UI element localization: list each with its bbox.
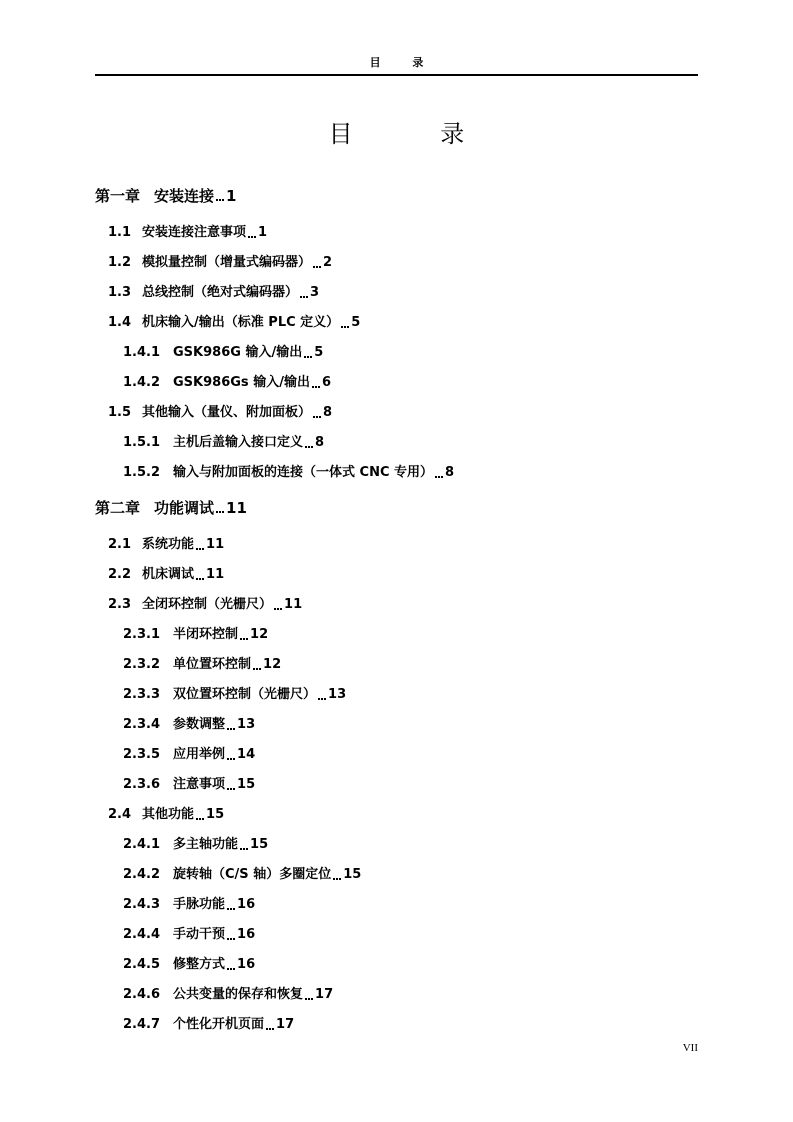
toc-title: 安装连接: [154, 187, 215, 205]
toc-page-number: 5: [314, 345, 324, 360]
toc-number: 2.4.2: [123, 867, 161, 882]
toc-number: 1.4.1: [123, 345, 161, 360]
toc-page-number: 14: [237, 747, 256, 762]
toc-page-number: 13: [237, 717, 256, 732]
toc-page-number: 8: [323, 405, 333, 420]
running-header: 目 录: [369, 56, 438, 69]
toc-number: 2.3.2: [123, 657, 161, 672]
toc-page-number: 11: [226, 499, 247, 517]
dot-leader: [216, 199, 224, 201]
toc-number: 1.4.2: [123, 375, 161, 390]
toc-number: 2.4.1: [123, 837, 161, 852]
toc-title: 半闭环控制: [173, 627, 239, 642]
toc-title: 公共变量的保存和恢复: [173, 987, 304, 1002]
page-number: VII: [682, 1042, 698, 1054]
dot-leader: [304, 356, 312, 358]
toc-page-number: 1: [226, 187, 237, 205]
toc-number: 2.4.3: [123, 897, 161, 912]
dot-leader: [318, 698, 326, 700]
toc-title: 输入与附加面板的连接（一体式 CNC 专用）: [173, 465, 434, 480]
toc-page-number: 12: [263, 657, 282, 672]
toc-title: 全闭环控制（光栅尺）: [142, 597, 273, 612]
toc-number: 2.4.7: [123, 1017, 161, 1032]
toc-page-number: 16: [237, 927, 256, 942]
toc-title: 注意事项: [173, 777, 226, 792]
dot-leader: [216, 511, 224, 513]
toc-number: 第一章: [95, 187, 141, 205]
dot-leader: [274, 608, 282, 610]
toc-page-number: 11: [206, 537, 225, 552]
toc-page-number: 17: [276, 1017, 295, 1032]
toc-page-number: 16: [237, 897, 256, 912]
toc-number: 2.3.3: [123, 687, 161, 702]
toc-title: 旋转轴（C/S 轴）多圈定位: [173, 867, 332, 882]
toc-page-number: 11: [284, 597, 303, 612]
dot-leader: [313, 416, 321, 418]
toc-title: 个性化开机页面: [173, 1017, 265, 1032]
toc-title: 手动干预: [173, 927, 226, 942]
toc-title: 修整方式: [173, 957, 226, 972]
toc-page-number: 5: [351, 315, 361, 330]
toc-page-number: 17: [315, 987, 334, 1002]
dot-leader: [435, 476, 443, 478]
toc-page-number: 15: [206, 807, 225, 822]
toc-title: 安装连接注意事项: [142, 225, 247, 240]
toc-number: 2.3: [108, 597, 132, 612]
toc-title: 手脉功能: [173, 897, 226, 912]
toc-number: 2.3.5: [123, 747, 161, 762]
toc-number: 1.3: [108, 285, 132, 300]
toc-page-number: 13: [328, 687, 347, 702]
toc-number: 1.5.2: [123, 465, 161, 480]
toc-title: 机床输入/输出（标准 PLC 定义）: [142, 315, 340, 330]
toc-title: 系统功能: [142, 537, 195, 552]
toc-title: 应用举例: [173, 747, 226, 762]
toc-page-number: 11: [206, 567, 225, 582]
dot-leader: [300, 296, 308, 298]
toc-page-number: 8: [445, 465, 455, 480]
dot-leader: [227, 728, 235, 730]
toc-title: 模拟量控制（增量式编码器）: [142, 255, 312, 270]
dot-leader: [305, 446, 313, 448]
toc-number: 1.2: [108, 255, 132, 270]
toc-page-number: 15: [343, 867, 362, 882]
dot-leader: [266, 1028, 274, 1030]
toc-number: 2.3.1: [123, 627, 161, 642]
toc-number: 1.5: [108, 405, 132, 420]
dot-leader: [248, 236, 256, 238]
toc-page-number: 16: [237, 957, 256, 972]
dot-leader: [305, 998, 313, 1000]
toc-page-number: 2: [323, 255, 333, 270]
dot-leader: [227, 968, 235, 970]
dot-leader: [196, 548, 204, 550]
dot-leader: [227, 758, 235, 760]
dot-leader: [196, 578, 204, 580]
toc-title: GSK986G 输入/输出: [173, 345, 303, 360]
dot-leader: [341, 326, 349, 328]
toc-title: 单位置环控制: [173, 657, 252, 672]
toc-number: 2.4.5: [123, 957, 161, 972]
toc-number: 2.1: [108, 537, 132, 552]
dot-leader: [240, 848, 248, 850]
toc-title: GSK986Gs 输入/输出: [173, 375, 310, 390]
toc-number: 2.2: [108, 567, 132, 582]
toc-page-number: 1: [258, 225, 268, 240]
dot-leader: [333, 878, 341, 880]
toc-number: 2.4: [108, 807, 132, 822]
toc-title: 主机后盖输入接口定义: [173, 435, 304, 450]
toc-number: 1.5.1: [123, 435, 161, 450]
dot-leader: [227, 788, 235, 790]
toc-title: 总线控制（绝对式编码器）: [142, 285, 299, 300]
dot-leader: [227, 908, 235, 910]
toc-title: 功能调试: [154, 499, 215, 517]
header-rule: [95, 74, 698, 76]
toc-title: 机床调试: [142, 567, 195, 582]
toc-number: 2.4.4: [123, 927, 161, 942]
toc-title: 双位置环控制（光栅尺）: [173, 687, 317, 702]
dot-leader: [313, 266, 321, 268]
toc-page-number: 12: [250, 627, 269, 642]
toc-number: 1.4: [108, 315, 132, 330]
toc-page-number: 15: [237, 777, 256, 792]
toc-title: 参数调整: [173, 717, 226, 732]
toc-page-number: 8: [315, 435, 325, 450]
dot-leader: [253, 668, 261, 670]
toc-page-number: 15: [250, 837, 269, 852]
dot-leader: [196, 818, 204, 820]
toc-number: 第二章: [95, 499, 141, 517]
toc-page-number: 3: [310, 285, 320, 300]
toc-number: 2.3.6: [123, 777, 161, 792]
dot-leader: [227, 938, 235, 940]
toc-title: 多主轴功能: [173, 837, 239, 852]
toc-number: 2.4.6: [123, 987, 161, 1002]
toc-page-number: 6: [321, 375, 331, 390]
dot-leader: [240, 638, 248, 640]
toc-title: 其他功能: [142, 807, 195, 822]
toc-number: 2.3.4: [123, 717, 161, 732]
page-title: 目 录: [328, 120, 505, 148]
dot-leader: [312, 386, 320, 388]
toc-title: 其他输入（量仪、附加面板）: [142, 405, 312, 420]
toc-number: 1.1: [108, 225, 132, 240]
